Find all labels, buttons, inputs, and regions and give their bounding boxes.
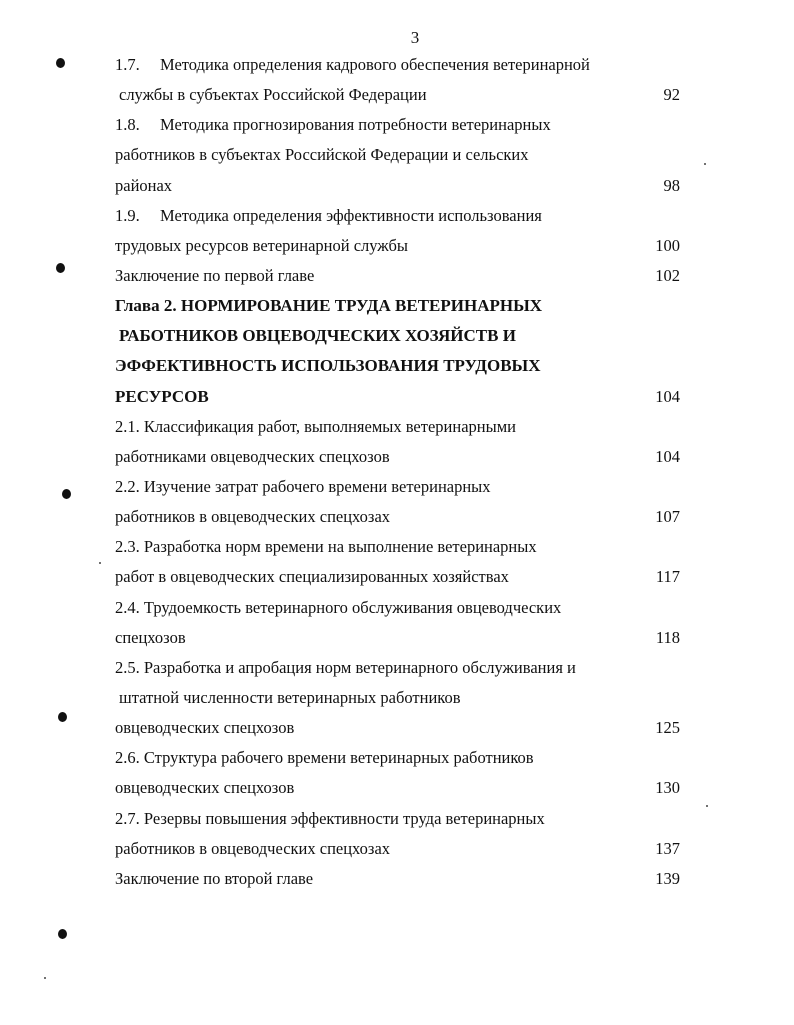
table-of-contents — [115, 50, 690, 894]
toc-entry-text: 2.3. Разработка норм времени на выполнение ветеринарных — [115, 537, 537, 557]
toc-entry-text: Заключение по второй главе — [115, 868, 314, 888]
scan-speck — [704, 163, 706, 165]
toc-entry-1-8-cont — [115, 140, 690, 170]
toc-chapter-2-heading-cont — [115, 382, 690, 412]
toc-entry-2-5-cont — [115, 683, 690, 713]
toc-page-number: 104 — [655, 386, 680, 406]
toc-entry-text: трудовых ресурсов ветеринарной службы — [115, 235, 408, 255]
toc-entry-1-8 — [115, 110, 690, 140]
toc-entry-2-3 — [115, 532, 690, 562]
toc-page-number: 118 — [655, 627, 680, 647]
toc-entry-text: спецхозов — [115, 627, 186, 647]
section-number: 1.7. — [115, 55, 140, 74]
toc-entry-2-2 — [115, 472, 690, 502]
toc-page-number: 100 — [655, 235, 680, 255]
binder-hole-1 — [56, 58, 65, 68]
section-number: 1.8. — [115, 115, 140, 135]
toc-entry-1-7 — [115, 50, 690, 80]
toc-entry-2-1 — [115, 412, 690, 442]
toc-entry-text: Методика прогнозирования потребности ветеринарных — [160, 115, 551, 135]
chapter-title-text: РАБОТНИКОВ ОВЦЕВОДЧЕСКИХ ХОЗЯЙСТВ И — [119, 326, 516, 346]
toc-page-number: 98 — [663, 175, 680, 195]
toc-entry-text: 2.6. Структура рабочего времени ветеринарных работников — [115, 748, 534, 768]
toc-page-number: 102 — [655, 265, 680, 285]
binder-hole-5 — [58, 929, 67, 939]
toc-page-number: 104 — [655, 446, 680, 466]
toc-page-number: 92 — [663, 85, 680, 105]
toc-entry-2-5 — [115, 653, 690, 683]
toc-entry-text: штатной численности ветеринарных работников — [119, 687, 461, 707]
toc-page-number: 130 — [655, 778, 680, 798]
toc-entry-text: службы в субъектах Российской Федерации — [119, 85, 427, 105]
toc-entry-2-2-cont — [115, 502, 690, 532]
toc-entry-1-9-cont — [115, 231, 690, 261]
toc-chapter-2-heading-cont — [115, 321, 690, 351]
toc-entry-text: 2.1. Классификация работ, выполняемых ветеринарными — [115, 416, 516, 436]
toc-page-number: 125 — [655, 718, 680, 738]
toc-entry-conclusion-1 — [115, 261, 690, 291]
page-number: 3 — [410, 28, 420, 47]
toc-entry-2-3-cont — [115, 562, 690, 592]
toc-entry-text: работ в овцеводческих специализированных хозяйствах — [115, 567, 509, 587]
toc-chapter-2-heading-cont — [115, 351, 690, 381]
scan-speck — [44, 977, 46, 979]
toc-entry-text: овцеводческих спецхозов — [115, 718, 295, 738]
binder-hole-4 — [58, 712, 67, 722]
toc-entry-text: работниками овцеводческих спецхозов — [115, 446, 390, 466]
toc-entry-2-4-cont — [115, 623, 690, 653]
toc-entry-text: районах — [115, 175, 173, 195]
toc-entry-text: Методика определения кадрового обеспечения ветеринарной — [160, 55, 590, 74]
chapter-title-text: РЕСУРСОВ — [115, 386, 209, 406]
chapter-title-text: ЭФФЕКТИВНОСТЬ ИСПОЛЬЗОВАНИЯ ТРУДОВЫХ — [115, 356, 541, 376]
toc-entry-2-7 — [115, 804, 690, 834]
toc-entry-2-7-cont — [115, 834, 690, 864]
toc-entry-text: овцеводческих спецхозов — [115, 778, 295, 798]
toc-entry-text: Методика определения эффективности использования — [160, 205, 542, 225]
toc-page-number: 107 — [655, 507, 680, 527]
binder-hole-2 — [56, 263, 65, 273]
toc-entry-1-9 — [115, 201, 690, 231]
section-number: 1.9. — [115, 205, 140, 225]
toc-page-number: 139 — [655, 868, 680, 888]
chapter-title-text: Глава 2. НОРМИРОВАНИЕ ТРУДА ВЕТЕРИНАРНЫХ — [115, 296, 543, 316]
toc-chapter-2-heading — [115, 291, 690, 321]
toc-page-number: 137 — [655, 838, 680, 858]
toc-entry-text: работников в овцеводческих спецхозах — [115, 838, 391, 858]
toc-entry-2-6-cont — [115, 773, 690, 803]
binder-hole-3 — [62, 489, 71, 499]
toc-page-number: 117 — [655, 567, 680, 587]
toc-entry-text: работников в овцеводческих спецхозах — [115, 507, 391, 527]
scan-speck — [706, 805, 708, 807]
toc-entry-text: работников в субъектах Российской Федерации и сельских — [115, 145, 529, 165]
toc-entry-2-5-cont — [115, 713, 690, 743]
toc-entry-text: 2.7. Резервы повышения эффективности труда ветеринарных — [115, 808, 545, 828]
scan-speck — [99, 562, 101, 564]
toc-entry-text: 2.5. Разработка и апробация норм ветеринарного обслуживания и — [115, 657, 576, 677]
toc-entry-2-1-cont — [115, 442, 690, 472]
toc-entry-text: Заключение по первой главе — [115, 265, 315, 285]
toc-entry-text: 2.2. Изучение затрат рабочего времени ветеринарных — [115, 476, 491, 496]
toc-entry-2-6 — [115, 743, 690, 773]
toc-entry-2-4 — [115, 593, 690, 623]
toc-entry-1-7-cont — [115, 80, 690, 110]
toc-entry-text: 2.4. Трудоемкость ветеринарного обслуживания овцеводческих — [115, 597, 562, 617]
toc-entry-conclusion-2 — [115, 864, 690, 894]
toc-entry-1-8-cont — [115, 171, 690, 201]
